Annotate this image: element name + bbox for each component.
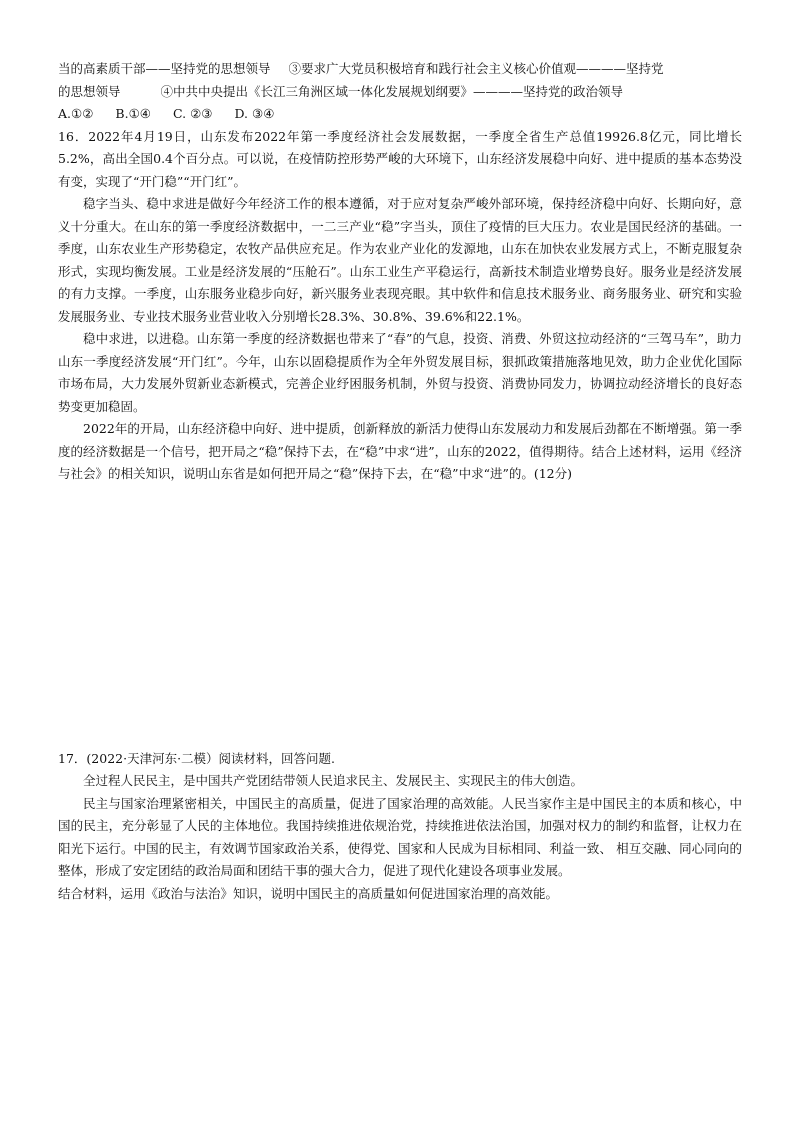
statement-text: 的思想领导 <box>58 83 121 99</box>
question-17-paragraph: 全过程人民民主，是中国共产党团结带领人民追求民主、发展民主、实现民主的伟大创造。 <box>83 773 584 788</box>
previous-question-continuation <box>58 58 742 81</box>
question-16-paragraph: 2022年的开局，山东经济稳中向好、进中提质，创新释放的新活力使得山东发展动力和发展后劲都在不断增强。第一季度的经济数据是一个信号，把开局之“稳”保持下去，在“稳”中求“进”，山东的2022，值得期待。结合上述材料，运用《经济与社会》的相关知识，说明山东省是如何把开局之“稳”保持下去，在“稳”中求“进”的。(12分) <box>58 421 742 481</box>
option-a: A.①② <box>58 106 94 121</box>
previous-question-continuation <box>58 81 742 104</box>
answer-space <box>58 905 742 1003</box>
question-16-paragraph: 稳字当头、稳中求进是做好今年经济工作的根本遵循，对于应对复杂严峻外部环境，保持经济稳中向好、长期向好，意义十分重大。在山东的第一季度经济数据中，一二三产业“稳”字当头，顶住了疫情的巨大压力。农业是国民经济的基础。一季度，山东农业生产形势稳定，农牧产品供应充足。作为农业产业化的发源地，山东在加快农业发展方式上，不断克服复杂形式，实现均衡发展。工业是经济发展的“压舱石”。山东工业生产平稳运行，高新技术制造业增势良好。服务业是经济发展的有力支撑。一季度，山东服务业稳步向好，新兴服务业表现亮眼。其中软件和信息技术服务业、商务服务业、研究和实验发展服务业、专业技术服务业营业收入分别增长28.3%、30.8%、39.6%和22.1%。 <box>58 196 742 324</box>
question-17-prompt: 结合材料，运用《政治与法治》知识，说明中国民主的高质量如何促进国家治理的高效能。 <box>58 885 559 901</box>
question-16-paragraph: 稳中求进，以进稳。山东第一季度的经济数据也带来了“春”的气息，投资、消费、外贸这拉动经济的“三驾马车”，助力山东一季度经济发展“开门红”。今年，山东以固稳提质作为全年外贸发展目标，狠抓政策措施落地见效，助力企业优化国际市场布局，大力发展外贸新业态新模式，完善企业纾困服务机制，外贸与投资、消费协同发力，协调拉动经济增长的良好态势变更加稳固。 <box>58 331 742 414</box>
option-b: B.①④ <box>115 106 151 121</box>
option-d: D. ③④ <box>234 106 275 121</box>
statement-text: ③要求广大党员积极培育和践行社会主义核心价值观————坚持党 <box>288 61 664 76</box>
question-17-paragraph: 民主与国家治理紧密相关，中国民主的高质量，促进了国家治理的高效能。人民当家作主是中国民主的本质和核心，中国的民主，充分彰显了人民的主体地位。我国持续推进依规治党，持续推进依法治国，加强对权力的制约和监督，让权力在阳光下运行。中国的民主，有效调节国家政治关系，使得党、国家和人民成为目标相同、利益一致、 相互交融、同心同向的整体，形成了安定团结的政治局面和团结干事的强大合力，促进了现代化建设各项事业发展。 <box>58 795 742 878</box>
statement-text: ④中共中央提出《长江三角洲区域一体化发展规划纲要》————坚持党的政治领导 <box>160 83 624 99</box>
question-16-intro: 16．2022年4月19日，山东发布2022年第一季度经济社会发展数据，一季度全省生产总值19926.8亿元，同比增长5.2%，高出全国0.4个百分点。可以说，在疫情防控形势严峻的大环境下，山东经济发展稳中向好、进中提质的基本态势没有变，实现了“开门稳”“开门红”。 <box>58 128 742 189</box>
worksheet-page <box>58 58 742 1003</box>
statement-text: 当的高素质干部——坚持党的思想领导 <box>58 61 271 76</box>
answer-options <box>58 103 742 126</box>
option-c: C. ②③ <box>173 106 213 121</box>
question-17-intro: 17．(2022·天津河东·二模）阅读材料，回答问题. <box>58 750 336 766</box>
answer-space <box>58 486 742 748</box>
